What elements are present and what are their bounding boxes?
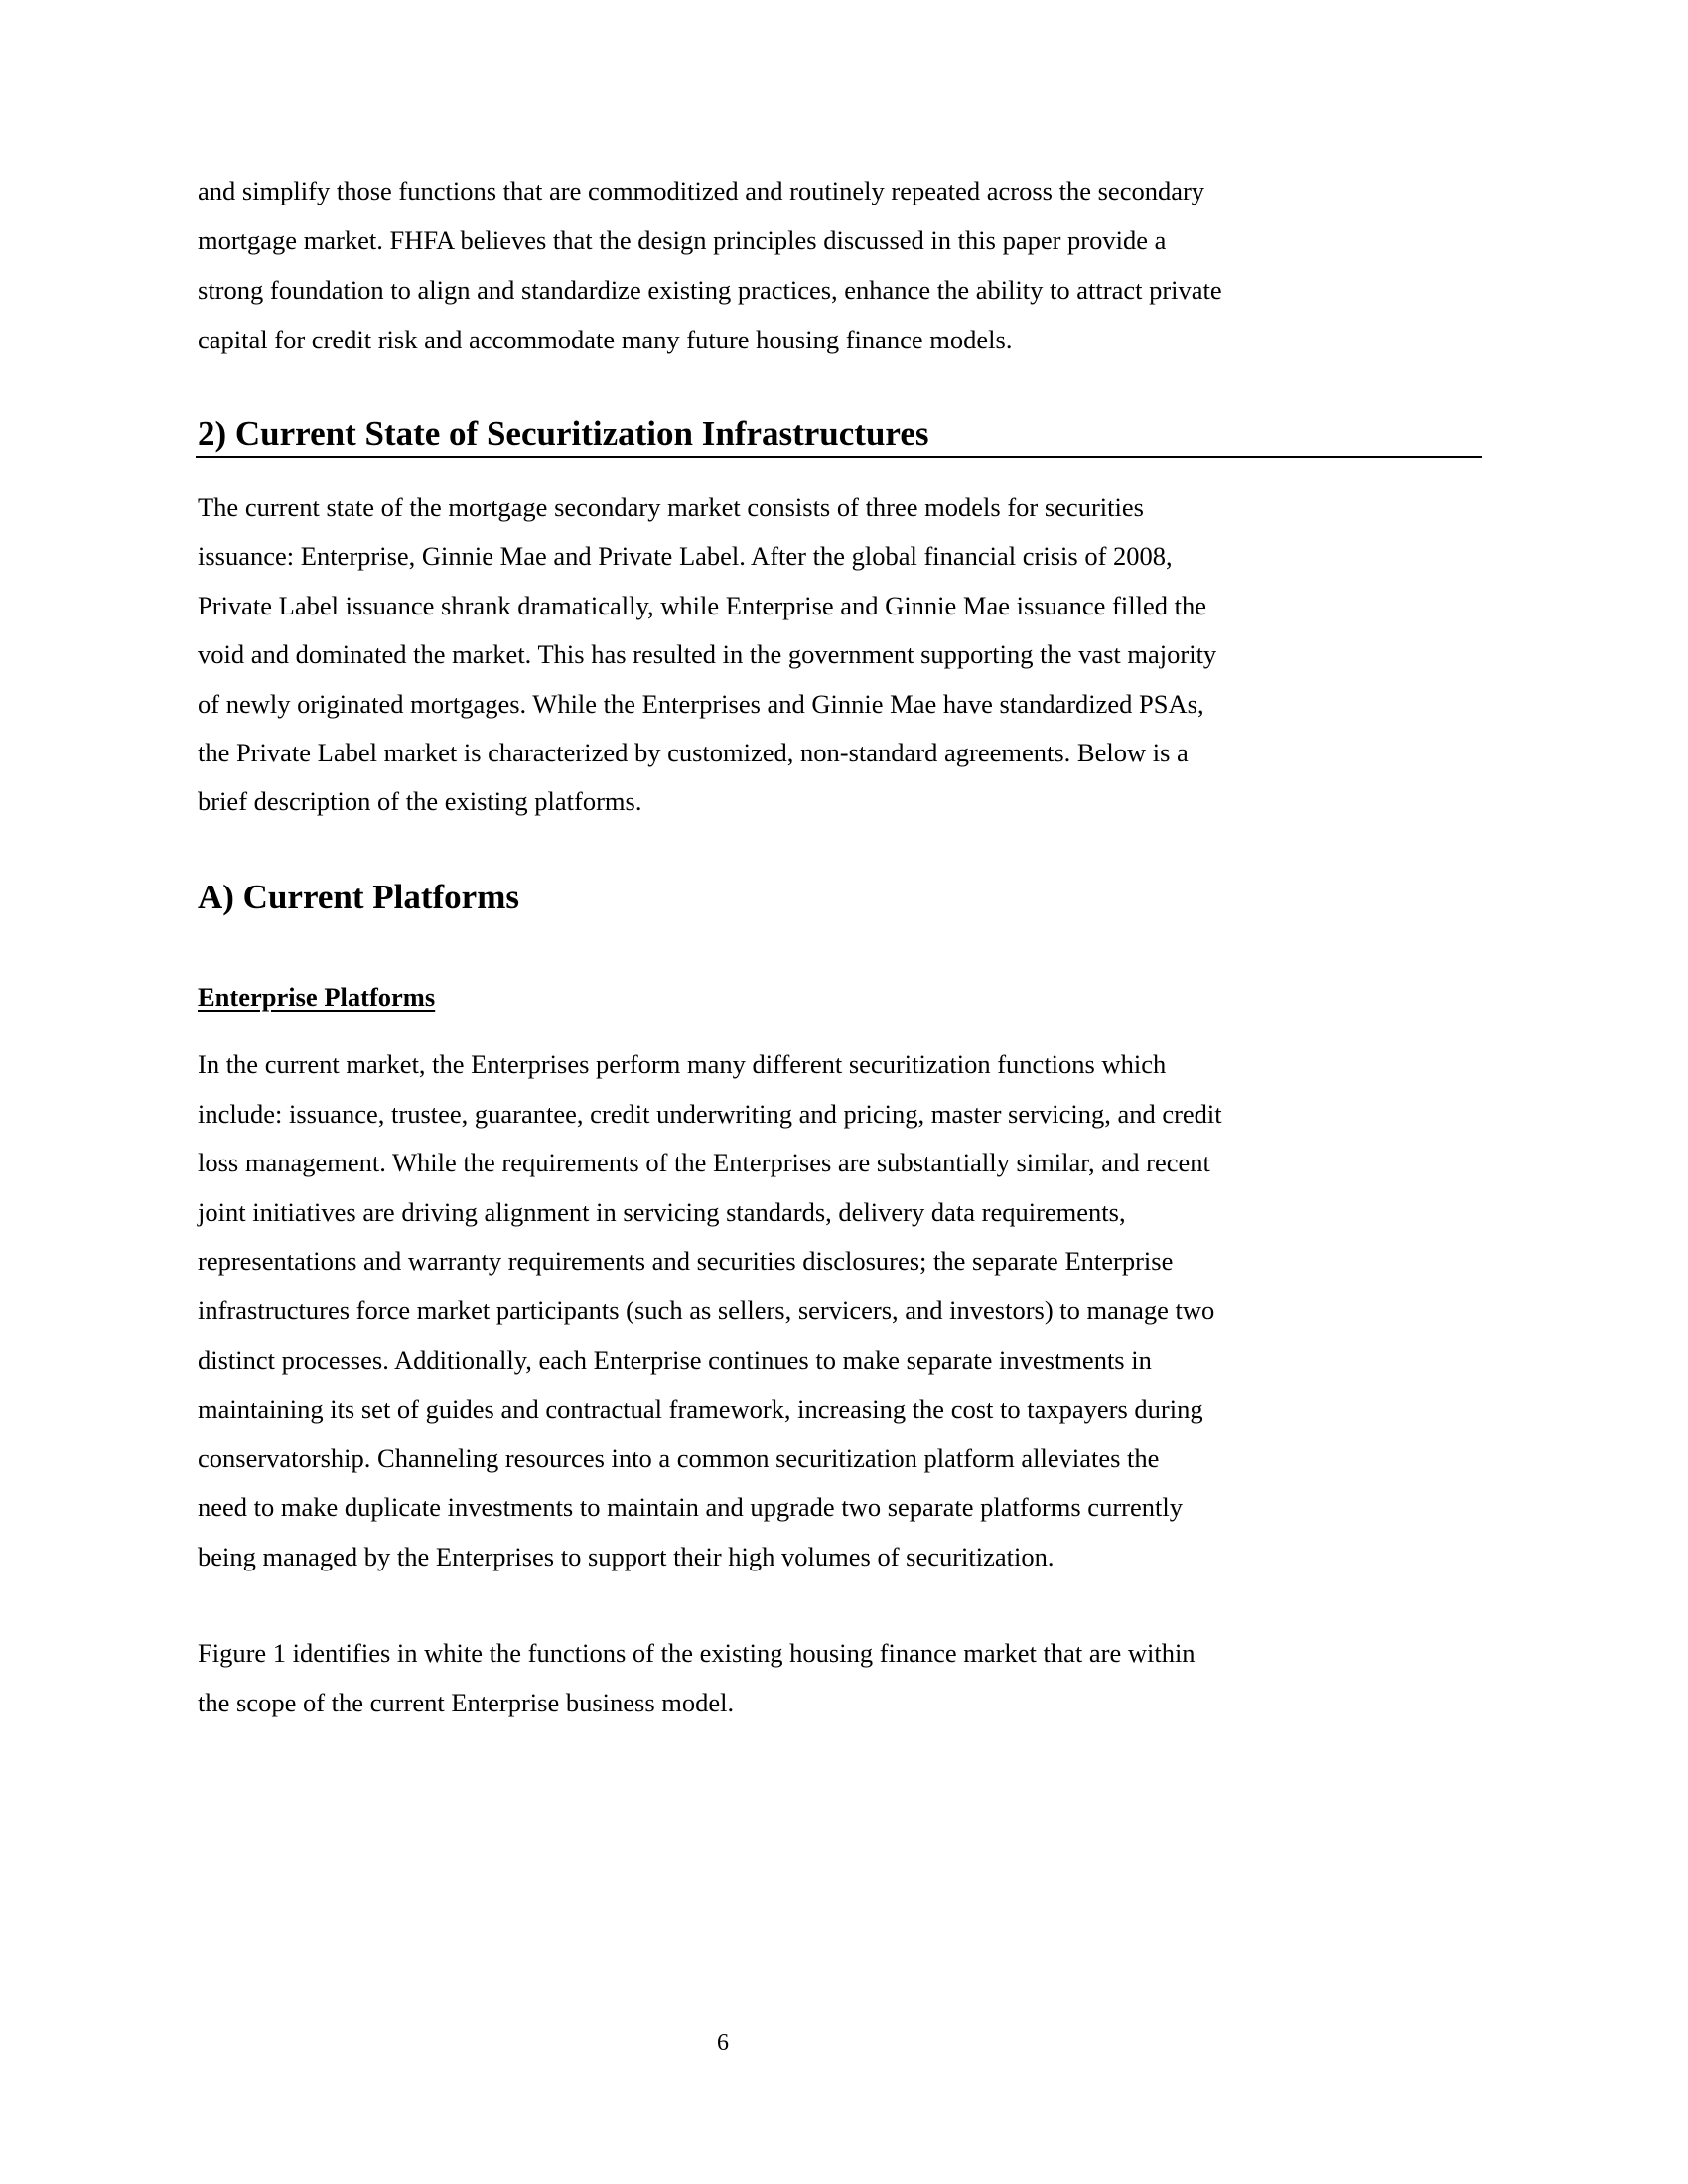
- subsection-heading: A) Current Platforms: [198, 878, 519, 916]
- page-number: 6: [717, 2030, 729, 2056]
- text-line: loss management. While the requirements of the Enterprises are substantially similar, and recent: [198, 1148, 1210, 1178]
- text-line: the scope of the current Enterprise business model.: [198, 1688, 735, 1717]
- text-line: Figure 1 identifies in white the functions of the existing housing finance market that are within: [198, 1638, 1196, 1668]
- subheading-enterprise-platforms: Enterprise Platforms: [198, 982, 436, 1012]
- text-line: capital for credit risk and accommodate many future housing finance models.: [198, 325, 1013, 354]
- heading-rule: [196, 456, 1482, 458]
- text-line: being managed by the Enterprises to support their high volumes of securitization.: [198, 1542, 1055, 1571]
- text-line: include: issuance, trustee, guarantee, credit underwriting and pricing, master servicing, and credit: [198, 1098, 1222, 1129]
- text-line: maintaining its set of guides and contractual framework, increasing the cost to taxpayers during: [198, 1394, 1203, 1425]
- text-line: In the current market, the Enterprises perform many different securitization functions which: [198, 1049, 1167, 1079]
- text-line: mortgage market. FHFA believes that the design principles discussed in this paper provide a: [198, 225, 1167, 255]
- text-line: of newly originated mortgages. While the Enterprises and Ginnie Mae have standardized PSAs,: [198, 688, 1204, 719]
- text-line: infrastructures force market participants (such as sellers, servicers, and investors) to manage two: [198, 1296, 1215, 1325]
- text-line: The current state of the mortgage secondary market consists of three models for securities: [198, 492, 1144, 522]
- text-line: conservatorship. Channeling resources into a common securitization platform alleviates the: [198, 1442, 1160, 1473]
- text-line: Private Label issuance shrank dramatically, while Enterprise and Ginnie Mae issuance filled the: [198, 590, 1206, 620]
- text-line: and simplify those functions that are commoditized and routinely repeated across the secondary: [198, 176, 1205, 205]
- text-line: void and dominated the market. This has resulted in the government supporting the vast majority: [198, 639, 1217, 670]
- text-line: need to make duplicate investments to maintain and upgrade two separate platforms currently: [198, 1492, 1183, 1523]
- section-heading: 2) Current State of Securitization Infrastructures: [198, 414, 929, 453]
- text-line: strong foundation to align and standardize existing practices, enhance the ability to attract private: [198, 275, 1222, 305]
- text-line: issuance: Enterprise, Ginnie Mae and Private Label. After the global financial crisis of 2008,: [198, 541, 1173, 572]
- text-line: joint initiatives are driving alignment in servicing standards, delivery data requirements,: [198, 1196, 1126, 1227]
- text-line: distinct processes. Additionally, each Enterprise continues to make separate investments in: [198, 1344, 1152, 1375]
- text-line: representations and warranty requirements and securities disclosures; the separate Enterprise: [198, 1246, 1174, 1277]
- text-line: brief description of the existing platforms.: [198, 786, 642, 817]
- text-line: the Private Label market is characterized by customized, non-standard agreements. Below is a: [198, 738, 1189, 767]
